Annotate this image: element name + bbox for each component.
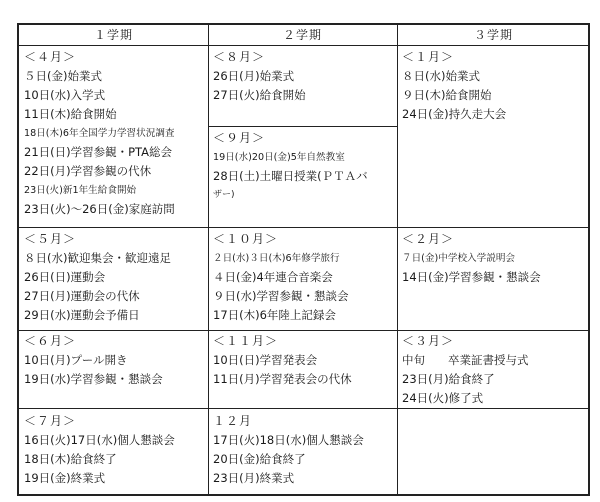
event-item: 22日(月)学習参観の代休: [24, 164, 152, 178]
cell-november: [208, 332, 397, 389]
month-title-november: ＜１１月＞: [213, 334, 279, 348]
header-term2: ２学期: [282, 28, 322, 42]
cell-may: [19, 230, 208, 325]
month-title-may: ＜５月＞: [24, 232, 77, 246]
cell-march: [397, 332, 590, 408]
cell-october: [208, 230, 397, 325]
cell-april: [19, 48, 208, 219]
cell-january: [397, 48, 590, 124]
event-item: 中旬 卒業証書授与式: [402, 353, 529, 367]
event-item: 10日(月)プール開き: [24, 353, 128, 367]
event-item: 23日(火)新1年生給食開始: [24, 185, 137, 196]
event-item: ザー): [213, 190, 235, 200]
event-item: 19日(金)終業式: [24, 471, 106, 485]
row-divider: [19, 330, 588, 331]
event-item: 26日(月)始業式: [213, 69, 295, 83]
cell-december: [208, 412, 397, 488]
event-item: 23日(月)終業式: [213, 471, 295, 485]
event-item: 27日(月)運動会の代休: [24, 289, 140, 303]
event-item: 21日(日)学習参観・PTA総会: [24, 145, 173, 159]
row-divider: [19, 227, 588, 228]
event-item: 10日(水)入学式: [24, 88, 106, 102]
event-item: 19日(水)20日(金)5年自然教室: [213, 152, 345, 163]
month-title-june: ＜６月＞: [24, 334, 77, 348]
event-item: ８日(水)歓迎集会・歓迎遠足: [24, 251, 171, 265]
month-title-august: ＜８月＞: [213, 50, 266, 64]
event-item: 16日(火)17日(水)個人懇談会: [24, 433, 175, 447]
event-item: ７日(金)中学校入学説明会: [402, 253, 516, 264]
event-item: 23日(火)～26日(金)家庭訪問: [24, 202, 175, 216]
event-item: 24日(金)持久走大会: [402, 107, 507, 121]
event-item: 17日(木)6年陸上記録会: [213, 308, 336, 322]
event-item: 20日(金)給食終了: [213, 452, 306, 466]
event-item: ２日(水)３日(木)6年修学旅行: [213, 253, 340, 264]
event-item: 10日(日)学習発表会: [213, 353, 318, 367]
month-title-february: ＜２月＞: [402, 232, 455, 246]
month-title-march: ＜３月＞: [402, 334, 455, 348]
event-item: 26日(日)運動会: [24, 270, 106, 284]
cell-june: [19, 332, 208, 389]
sep-divider: [208, 126, 397, 127]
header-divider: [19, 45, 588, 46]
event-item: ５日(金)始業式: [24, 69, 102, 83]
event-item: 17日(火)18日(水)個人懇談会: [213, 433, 364, 447]
cell-july: [19, 412, 208, 488]
month-title-april: ＜４月＞: [24, 50, 77, 64]
event-item: 23日(月)給食終了: [402, 372, 495, 386]
event-item: 18日(木)6年全国学力学習状況調査: [24, 128, 175, 139]
cell-september: [208, 129, 397, 205]
event-item: 18日(木)給食終了: [24, 452, 117, 466]
event-item: 24日(火)修了式: [402, 391, 484, 405]
header-term1: １学期: [93, 28, 133, 42]
event-item: 14日(金)学習参観・懇談会: [402, 270, 541, 284]
event-item: ９日(水)学習参観・懇談会: [213, 289, 349, 303]
cell-february: [397, 230, 590, 287]
month-title-september: ＜９月＞: [213, 131, 266, 145]
event-item: 29日(水)運動会予備日: [24, 308, 140, 322]
month-title-december: １２月: [213, 414, 253, 428]
event-item: ８日(水)始業式: [402, 69, 480, 83]
header-term3: ３学期: [473, 28, 513, 42]
event-item: 28日(土)土曜日授業(ＰＴＡバ: [213, 169, 368, 183]
month-title-january: ＜１月＞: [402, 50, 455, 64]
month-title-october: ＜１０月＞: [213, 232, 279, 246]
event-item: 11日(月)学習発表会の代休: [213, 372, 352, 386]
month-title-july: ＜７月＞: [24, 414, 77, 428]
event-item: ４日(金)4年連合音楽会: [213, 270, 333, 284]
row-divider: [19, 408, 588, 409]
event-item: 11日(木)給食開始: [24, 107, 117, 121]
cell-august: [208, 48, 397, 105]
event-item: ９日(木)給食開始: [402, 88, 492, 102]
event-item: 19日(水)学習参観・懇談会: [24, 372, 163, 386]
schedule-table: [17, 23, 590, 496]
event-item: 27日(火)給食開始: [213, 88, 306, 102]
